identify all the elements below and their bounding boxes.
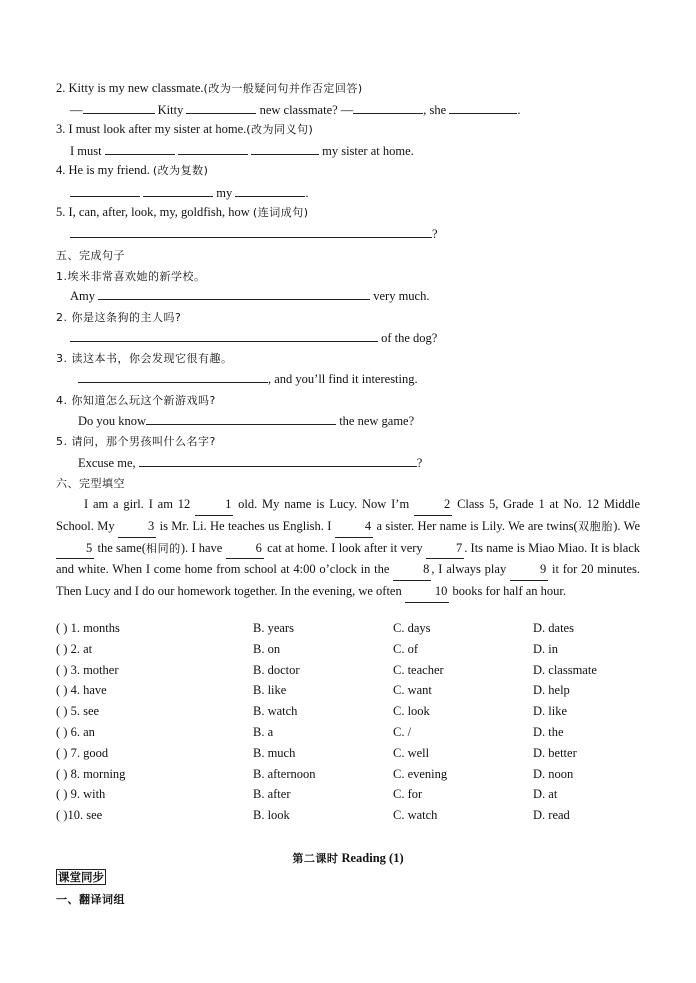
choice-option-c: C. well [393, 745, 430, 760]
q4-blank-3[interactable] [235, 184, 305, 197]
q3-answer-line [70, 142, 414, 159]
choice-option-a[interactable]: ( ) 7. good [56, 745, 109, 760]
s5-item1-cn: 1.埃米非常喜欢她的新学校。 [56, 270, 206, 283]
q3-end: my sister at home. [322, 144, 414, 158]
passage-text-9: , I always play [431, 562, 507, 577]
section5-title: 五、完成句子 [56, 249, 125, 262]
choice-option-a[interactable]: ( ) 3. mother [56, 662, 119, 677]
s5-item1-answer [70, 287, 429, 304]
s5-item4-prefix: Do you know [78, 414, 147, 428]
s5-item3-cn: 3. 读这本书，你会发现它很有趣。 [56, 352, 233, 365]
lesson2-sub1: 一、翻译词组 [56, 893, 125, 906]
q3-blank-1[interactable] [105, 142, 175, 155]
choice-option-d: D. classmate [533, 662, 597, 677]
s5-item5-suffix: ? [416, 456, 423, 470]
s5-item3-answer [78, 370, 418, 387]
q4-answer-line [70, 184, 308, 201]
section6-title: 六、完型填空 [56, 477, 125, 490]
choice-option-c: C. evening [393, 766, 448, 781]
s5-item1-blank[interactable] [98, 287, 370, 300]
passage-text-11: books for half an hour. [452, 584, 567, 599]
passage-twins-cn: 双胞胎 [577, 519, 614, 533]
choice-option-d: D. at [533, 787, 558, 802]
s5-item2-blank[interactable] [70, 329, 378, 342]
choice-option-c: C. days [393, 621, 431, 635]
passage-text-7: cat at home. I look after it very [267, 540, 423, 555]
choice-option-d: D. noon [533, 766, 574, 781]
passage-text-6: the same( [97, 540, 146, 555]
choice-option-b: B. like [253, 683, 287, 698]
choice-option-d: D. like [533, 704, 568, 719]
q5-answer-line [70, 225, 438, 242]
choice-option-b: B. years [253, 621, 294, 635]
q2-instruction: (改为一般疑问句并作否定回答) [203, 82, 363, 95]
passage-text-5b: ). We [613, 518, 640, 533]
choice-option-a[interactable]: ( ) 5. see [56, 704, 100, 719]
choice-option-d: D. the [533, 725, 564, 739]
cloze-blank-9[interactable]: 9 [510, 559, 548, 581]
s5-item3-blank[interactable] [78, 370, 268, 383]
q5-label: 5. I, can, after, look, my, goldfish, how [56, 205, 250, 219]
s5-item5-blank[interactable] [139, 454, 417, 467]
q3-label: 3. I must look after my sister at home. [56, 122, 247, 136]
q2-label: 2. Kitty is my new classmate. [56, 81, 204, 95]
q4-blank-1[interactable] [70, 184, 140, 197]
s5-item1-prefix: Amy [70, 289, 95, 303]
cloze-blank-10[interactable]: 10 [405, 581, 450, 603]
q2-end: . [517, 103, 521, 117]
cloze-blank-5[interactable]: 5 [56, 538, 94, 560]
choice-option-a[interactable]: ( ) 9. with [56, 787, 106, 802]
q3-blank-2[interactable] [178, 142, 248, 155]
q2-blank-2[interactable] [186, 101, 256, 114]
s5-item1-suffix: very much. [373, 289, 430, 303]
choice-option-c: C. of [393, 641, 418, 656]
q2-blank-3[interactable] [353, 101, 423, 114]
choice-option-a[interactable]: ( ) 8. morning [56, 766, 126, 781]
s5-item5-answer [78, 454, 422, 471]
choice-option-c: C. / [393, 725, 412, 739]
cloze-blank-1[interactable]: 1 [195, 494, 233, 516]
q2-word-new-classmate: new classmate? — [259, 103, 354, 117]
q4-word-my: my [216, 186, 233, 200]
q4-line [56, 162, 208, 178]
q4-end: . [305, 186, 309, 200]
s5-item5-cn: 5. 请问，那个男孩叫什么名字? [56, 435, 216, 448]
choice-option-b: B. afternoon [253, 766, 316, 781]
lesson2-title-cn: 第二课时 [292, 852, 339, 865]
cloze-blank-8[interactable]: 8 [393, 559, 431, 581]
s5-item3-suffix: , and you’ll find it interesting. [268, 372, 418, 386]
lesson2-title [0, 850, 696, 866]
q2-comma: , [423, 103, 427, 117]
q4-blank-2[interactable] [143, 184, 213, 197]
choice-option-b: B. watch [253, 704, 298, 719]
passage-text-10: it for 20 minutes. Then Lucy and I do our homework together. In the evening, we often [56, 562, 640, 599]
cloze-blank-2[interactable]: 2 [414, 494, 452, 516]
cloze-passage [56, 494, 640, 603]
choice-option-c: C. for [393, 787, 423, 802]
choice-option-d: D. in [533, 641, 558, 656]
passage-text-3: Class 5, Grade 1 at No. 12 Middle School. My [56, 497, 641, 533]
choice-option-c: C. teacher [393, 662, 444, 677]
passage-text-4: is Mr. Li. He teaches us English. I [159, 518, 332, 533]
q4-instruction: (改为复数) [152, 164, 209, 177]
q3-word-i-must: I must [70, 144, 102, 158]
choice-option-b: B. on [253, 641, 281, 656]
passage-same-cn: 相同的 [145, 541, 181, 555]
q2-blank-4[interactable] [449, 101, 517, 114]
choice-option-a[interactable]: ( ) 2. at [56, 641, 93, 656]
q2-dash: — [70, 103, 83, 117]
choice-option-d: D. read [533, 808, 570, 823]
choice-option-b: B. a [253, 725, 274, 739]
passage-text-8: . Its name is Miao Miao. It is black and white. When I come home from school at 4:00 o’clock in the [56, 540, 641, 577]
s5-item5-prefix: Excuse me, [78, 456, 136, 470]
choice-option-a[interactable]: ( ) 1. months [56, 621, 120, 635]
choice-option-b: B. doctor [253, 662, 300, 677]
q5-instruction: (连词成句) [252, 206, 309, 219]
sync-label: 课堂同步 [58, 870, 104, 884]
q2-answer-line [70, 101, 520, 118]
q5-line [56, 204, 309, 220]
choice-option-b: B. look [253, 808, 290, 823]
q4-label: 4. He is my friend. [56, 163, 150, 177]
choice-option-c: C. watch [393, 808, 438, 823]
choice-option-a[interactable]: ( ) 4. have [56, 683, 107, 698]
s5-item2-suffix: of the dog? [381, 331, 438, 345]
passage-text-1: I am a girl. I am 12 [84, 497, 191, 511]
choice-option-b: B. much [253, 745, 296, 760]
q3-blank-3[interactable] [251, 142, 319, 155]
s5-item4-cn: 4. 你知道怎么玩这个新游戏吗? [56, 394, 216, 407]
q2-word-she: she [429, 103, 447, 117]
choice-option-c: C. want [393, 683, 432, 698]
q3-instruction: (改为同义句) [246, 123, 314, 136]
choice-option-d: D. dates [533, 621, 574, 635]
passage-text-6b: ). I have [180, 540, 223, 555]
choice-option-a[interactable]: ( ) 6. an [56, 725, 95, 739]
s5-item2-cn: 2. 你是这条狗的主人吗? [56, 311, 182, 324]
cloze-blank-3[interactable]: 3 [118, 516, 156, 538]
passage-text-2: old. My name is Lucy. Now I’m [238, 497, 410, 511]
q2-blank-1[interactable] [83, 101, 155, 114]
choice-option-d: D. better [533, 745, 577, 760]
s5-item4-blank[interactable] [146, 412, 336, 425]
cloze-blank-7[interactable]: 7 [426, 538, 464, 560]
sync-label-box [56, 869, 106, 885]
q2-word-kitty: Kitty [157, 103, 184, 117]
q5-end: ? [432, 227, 438, 241]
s5-item4-suffix: the new game? [339, 414, 415, 428]
s5-item2-answer [70, 329, 437, 346]
choice-option-d: D. help [533, 683, 570, 698]
q3-line [56, 121, 313, 137]
choice-option-a[interactable]: ( )10. see [56, 808, 103, 823]
cloze-blank-6[interactable]: 6 [226, 538, 264, 560]
lesson2-title-en: Reading (1) [341, 851, 404, 865]
q5-blank[interactable] [70, 225, 432, 238]
choice-option-c: C. look [393, 704, 430, 719]
passage-text-5: a sister. Her name is Lily. We are twins( [376, 518, 578, 533]
choice-option-b: B. after [253, 787, 291, 802]
q2-line [56, 80, 363, 96]
cloze-blank-4[interactable]: 4 [335, 516, 373, 538]
s5-item4-answer [78, 412, 414, 429]
